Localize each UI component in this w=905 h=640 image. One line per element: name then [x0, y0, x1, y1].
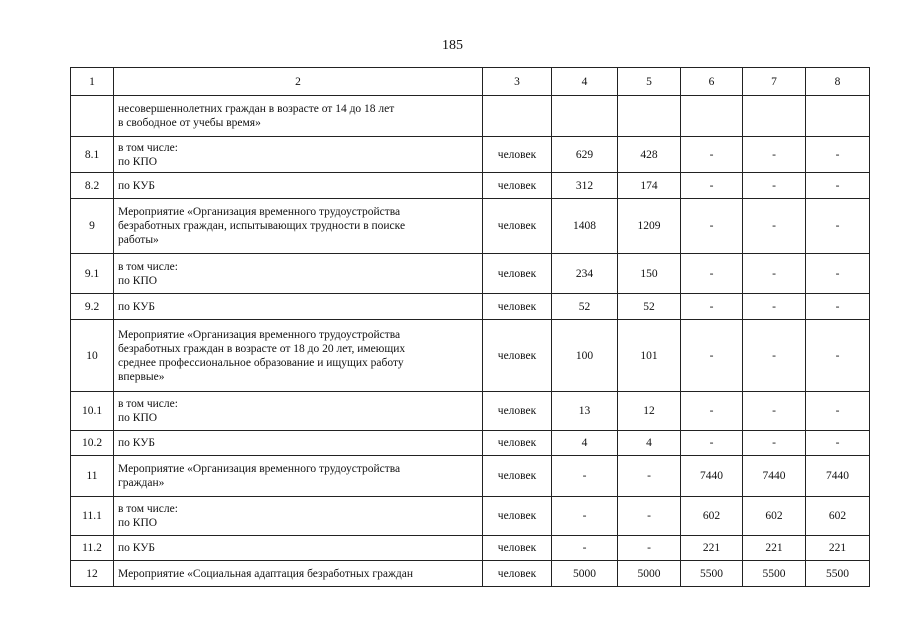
- value-cell: -: [806, 254, 870, 294]
- unit-cell: человек: [483, 497, 552, 536]
- page-number: 185: [442, 38, 463, 53]
- value-cell: -: [618, 456, 681, 497]
- table-header-row: [71, 68, 870, 96]
- row-number: 8.2: [71, 173, 114, 199]
- row-name: [114, 96, 483, 137]
- row-number: [71, 96, 114, 137]
- table-row: [71, 456, 870, 497]
- unit-cell: человек: [483, 254, 552, 294]
- column-header: 4: [552, 68, 618, 96]
- row-name-line: по КПО: [118, 412, 158, 424]
- unit-cell: человек: [483, 392, 552, 431]
- table-row: [71, 294, 870, 320]
- unit-cell: человек: [483, 320, 552, 392]
- column-header: 7: [743, 68, 806, 96]
- row-name-line: несовершеннолетних граждан в возрасте от 14 до 18 лет: [118, 103, 395, 115]
- row-number: 10.2: [71, 431, 114, 456]
- row-name: [114, 254, 483, 294]
- value-cell: -: [552, 456, 618, 497]
- row-name-line: в свободное от учебы время»: [118, 117, 261, 129]
- value-cell: -: [618, 536, 681, 561]
- value-cell: 5500: [806, 561, 870, 587]
- row-name-line: по КПО: [118, 274, 158, 287]
- value-cell: 12: [618, 392, 681, 431]
- value-cell: 428: [618, 137, 681, 173]
- row-name-line: Мероприятие «Организация временного трудоустройства: [118, 206, 401, 218]
- value-cell: 602: [806, 497, 870, 536]
- row-name: [114, 561, 483, 587]
- row-number: 10: [71, 320, 114, 392]
- table-row: [71, 392, 870, 431]
- value-cell: -: [743, 199, 806, 254]
- value-cell: -: [618, 497, 681, 536]
- table-row: [71, 96, 870, 137]
- value-cell: -: [552, 536, 618, 561]
- value-cell: -: [681, 392, 743, 431]
- row-name-line: впервые»: [118, 370, 165, 383]
- row-name: [114, 294, 483, 320]
- table-row: [71, 254, 870, 294]
- value-cell: 7440: [681, 456, 743, 497]
- row-name-line: безработных граждан, испытывающих трудности в поиске: [118, 220, 406, 232]
- value-cell: 13: [552, 392, 618, 431]
- unit-cell: человек: [483, 173, 552, 199]
- row-number: 11.1: [71, 497, 114, 536]
- value-cell: 1209: [618, 199, 681, 254]
- row-name-line: среднее профессиональное образование и ищущих работу: [118, 356, 404, 369]
- value-cell: 1408: [552, 199, 618, 254]
- table-row: [71, 561, 870, 587]
- row-name-line: Мероприятие «Социальная адаптация безработных граждан: [118, 567, 414, 580]
- unit-cell: человек: [483, 561, 552, 587]
- unit-cell: [483, 96, 552, 137]
- value-cell: 312: [552, 173, 618, 199]
- unit-cell: человек: [483, 536, 552, 561]
- row-number: 11: [71, 456, 114, 497]
- row-name: [114, 536, 483, 561]
- row-name: [114, 320, 483, 392]
- table-row: [71, 320, 870, 392]
- value-cell: 4: [552, 431, 618, 456]
- unit-cell: человек: [483, 137, 552, 173]
- value-cell: -: [806, 392, 870, 431]
- table-row: [71, 199, 870, 254]
- value-cell: -: [743, 320, 806, 392]
- row-name-line: по КУБ: [118, 179, 155, 192]
- value-cell: -: [681, 199, 743, 254]
- row-name-line: Мероприятие «Организация временного трудоустройства: [118, 463, 401, 475]
- table-row: [71, 173, 870, 199]
- row-number: 11.2: [71, 536, 114, 561]
- value-cell: -: [743, 254, 806, 294]
- table-row: [71, 137, 870, 173]
- row-name: [114, 456, 483, 497]
- column-header: 2: [114, 68, 483, 96]
- row-number: 9.1: [71, 254, 114, 294]
- value-cell: 602: [743, 497, 806, 536]
- value-cell: 5000: [618, 561, 681, 587]
- value-cell: -: [743, 392, 806, 431]
- column-header: 6: [681, 68, 743, 96]
- row-name-line: по КУБ: [118, 542, 155, 554]
- value-cell: 174: [618, 173, 681, 199]
- unit-cell: человек: [483, 294, 552, 320]
- value-cell: 221: [743, 536, 806, 561]
- value-cell: -: [806, 137, 870, 173]
- value-cell: 7440: [806, 456, 870, 497]
- value-cell: [743, 96, 806, 137]
- value-cell: -: [681, 254, 743, 294]
- value-cell: [618, 96, 681, 137]
- row-name-line: по КПО: [118, 155, 158, 168]
- row-name: [114, 392, 483, 431]
- row-number: 12: [71, 561, 114, 587]
- value-cell: 4: [618, 431, 681, 456]
- unit-cell: человек: [483, 199, 552, 254]
- row-name-line: в том числе:: [118, 260, 178, 273]
- row-name-line: в том числе:: [118, 398, 178, 410]
- data-table: [70, 67, 870, 587]
- value-cell: 602: [681, 497, 743, 536]
- row-name: [114, 431, 483, 456]
- value-cell: 100: [552, 320, 618, 392]
- row-name-line: граждан»: [118, 477, 165, 489]
- row-name-line: по КПО: [118, 517, 158, 529]
- column-header: 8: [806, 68, 870, 96]
- unit-cell: человек: [483, 431, 552, 456]
- value-cell: -: [806, 294, 870, 320]
- value-cell: -: [681, 294, 743, 320]
- value-cell: -: [681, 431, 743, 456]
- value-cell: -: [681, 320, 743, 392]
- value-cell: -: [806, 173, 870, 199]
- column-header: 5: [618, 68, 681, 96]
- value-cell: 5500: [681, 561, 743, 587]
- unit-cell: человек: [483, 456, 552, 497]
- row-name: [114, 199, 483, 254]
- row-name: [114, 497, 483, 536]
- column-header: 3: [483, 68, 552, 96]
- value-cell: 150: [618, 254, 681, 294]
- value-cell: 101: [618, 320, 681, 392]
- row-name-line: безработных граждан в возрасте от 18 до 20 лет, имеющих: [118, 342, 406, 355]
- value-cell: 7440: [743, 456, 806, 497]
- value-cell: 221: [681, 536, 743, 561]
- table-row: [71, 431, 870, 456]
- row-name: [114, 173, 483, 199]
- row-number: 9: [71, 199, 114, 254]
- value-cell: -: [743, 173, 806, 199]
- value-cell: 221: [806, 536, 870, 561]
- value-cell: -: [806, 431, 870, 456]
- value-cell: [806, 96, 870, 137]
- value-cell: 52: [552, 294, 618, 320]
- value-cell: -: [743, 137, 806, 173]
- row-number: 10.1: [71, 392, 114, 431]
- row-name-line: по КУБ: [118, 300, 155, 313]
- value-cell: -: [806, 320, 870, 392]
- value-cell: 52: [618, 294, 681, 320]
- value-cell: -: [681, 173, 743, 199]
- value-cell: -: [806, 199, 870, 254]
- value-cell: -: [743, 431, 806, 456]
- value-cell: -: [681, 137, 743, 173]
- table-row: [71, 497, 870, 536]
- row-name-line: в том числе:: [118, 141, 178, 154]
- column-header: 1: [71, 68, 114, 96]
- row-number: 9.2: [71, 294, 114, 320]
- value-cell: [681, 96, 743, 137]
- row-name-line: Мероприятие «Организация временного трудоустройства: [118, 328, 401, 341]
- row-name-line: по КУБ: [118, 437, 155, 449]
- row-name: [114, 137, 483, 173]
- value-cell: -: [552, 497, 618, 536]
- value-cell: 629: [552, 137, 618, 173]
- value-cell: 5000: [552, 561, 618, 587]
- row-name-line: в том числе:: [118, 503, 178, 515]
- row-number: 8.1: [71, 137, 114, 173]
- value-cell: [552, 96, 618, 137]
- value-cell: -: [743, 294, 806, 320]
- value-cell: 234: [552, 254, 618, 294]
- row-name-line: работы»: [118, 234, 159, 246]
- value-cell: 5500: [743, 561, 806, 587]
- table-row: [71, 536, 870, 561]
